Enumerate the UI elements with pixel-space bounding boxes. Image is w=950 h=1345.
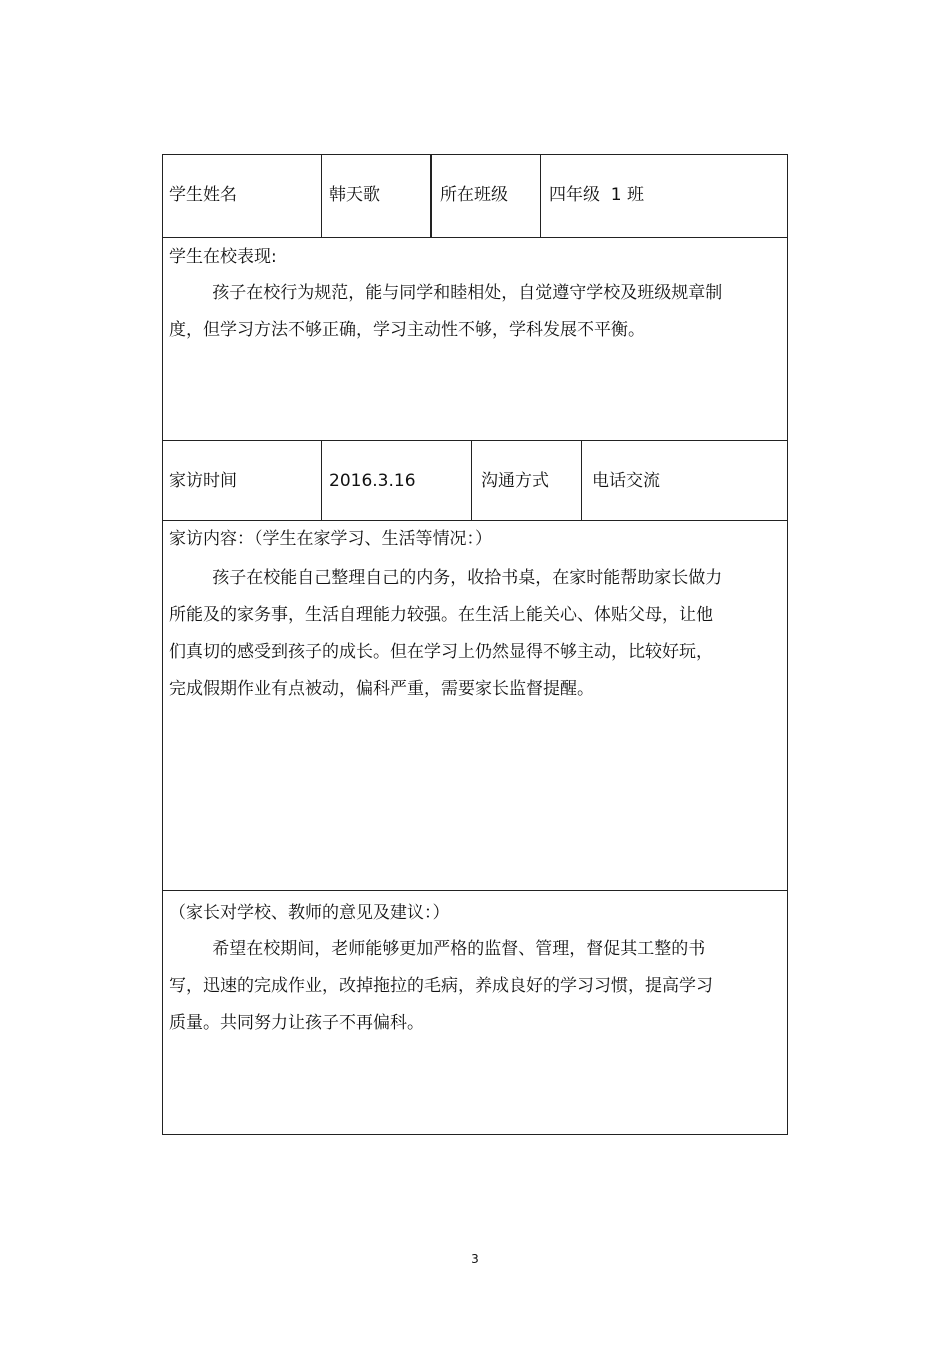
parent-suggestions-title: （家长对学校、教师的意见及建议：） <box>169 903 450 923</box>
divider <box>430 155 432 237</box>
text-line: 孩子在校行为规范，能与同学和睦相处，自觉遵守学校及班级规章制 <box>169 283 723 303</box>
text-line: 孩子在校能自己整理自己的内务，收拾书桌，在家时能帮助家长做力 <box>169 568 723 588</box>
text-line: 完成假期作业有点被动，偏科严重，需要家长监督提醒。 <box>169 679 594 699</box>
text-line: 度，但学习方法不够正确，学习主动性不够，学科发展不平衡。 <box>169 320 645 340</box>
text-line: 希望在校期间，老师能够更加严格的监督、管理，督促其工整的书 <box>169 939 706 959</box>
school-performance-title: 学生在校表现: <box>169 247 277 267</box>
home-visit-form <box>162 154 788 1135</box>
divider <box>321 440 322 520</box>
text-line: 所能及的家务事，生活自理能力较强。在生活上能关心、体贴父母，让他 <box>169 605 713 625</box>
label-student-name: 学生姓名 <box>169 185 237 205</box>
page-number: 3 <box>471 1252 479 1266</box>
divider <box>321 155 322 237</box>
label-visit-time: 家访时间 <box>169 471 237 491</box>
divider <box>471 440 472 520</box>
divider <box>163 890 787 891</box>
divider <box>163 520 787 521</box>
visit-time-value: 2016.3.16 <box>329 471 416 491</box>
divider <box>540 155 541 237</box>
label-communication-method: 沟通方式 <box>481 471 549 491</box>
visit-content-title: 家访内容：（学生在家学习、生活等情况：） <box>169 529 492 549</box>
text-line: 质量。共同努力让孩子不再偏科。 <box>169 1013 424 1033</box>
student-name-value: 韩天歌 <box>329 185 380 205</box>
school-performance-text <box>169 275 749 349</box>
text-line: 们真切的感受到孩子的成长。但在学习上仍然显得不够主动，比较好玩， <box>169 642 713 662</box>
text-line: 写，迅速的完成作业，改掉拖拉的毛病，养成良好的学习习惯，提高学习 <box>169 976 713 996</box>
label-class: 所在班级 <box>440 185 508 205</box>
visit-content-text <box>169 560 749 708</box>
divider <box>163 440 787 441</box>
divider <box>163 237 787 238</box>
communication-method-value: 电话交流 <box>592 471 660 491</box>
class-value: 四年级 1 班 <box>549 185 645 205</box>
parent-suggestions-text <box>169 931 749 1042</box>
divider <box>581 440 582 520</box>
